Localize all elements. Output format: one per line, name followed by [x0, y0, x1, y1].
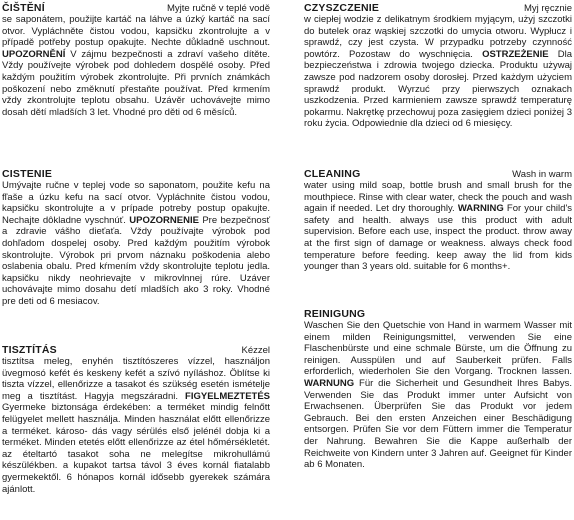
section-heading-line: [2, 2, 270, 14]
section-heading: REINIGUNG: [304, 308, 366, 320]
section-slovak: [2, 168, 270, 308]
section-body: [2, 356, 270, 495]
section-hungarian: [2, 344, 270, 495]
section-body: [2, 14, 270, 118]
body-text-before: water using mild soap, bottle brush and small brush for the mouthpiece. Rinse with clear water, check the pouch and wash again if needed. Let dry thoroughly.: [304, 180, 572, 215]
section-body: [2, 180, 270, 308]
body-text-after: Gyermeke biztonsága érdekében: a terméket mindig felnőtt felügyelet mellett használja. Minden használat előtt ellenőrizze a terméket. károso- dás vagy sérülés első jelénél dobja ki a terméket. Minden etetés előtt ellenőrizze az étel hőmérsékletét. az ételtartó tasakot soha ne melegítse mikrohullámú készülékben. a kupakot tartsa távol 3 éves kornál fiatalabb gyermekektől. 6 hónapos kornál idősebb gyerekek számára ajánlott.: [2, 402, 270, 495]
section-heading: CLEANING: [304, 168, 361, 180]
warning-label: UPOZORNENIE: [129, 214, 199, 226]
section-english: [304, 168, 572, 273]
section-polish: [304, 2, 572, 130]
body-text-before: se saponátem, použijte kartáč na láhve a úzký kartáč na sací otvor. Vypláchněte čistou vodou, kapsičku zkontrolujte a v případě potřeby postup opakujte. Nechte důkladně uschnout.: [2, 14, 270, 49]
section-czech: [2, 2, 270, 118]
section-heading: ČIŠTĚNÍ: [2, 2, 45, 14]
section-heading: TISZTÍTÁS: [2, 344, 57, 356]
section-heading-line: [304, 168, 572, 180]
section-body: [304, 14, 572, 130]
section-heading-aside: Kézzel: [241, 345, 270, 356]
section-heading-aside: Myj ręcznie: [523, 3, 572, 14]
warning-label: UPOZORNĚNÍ: [2, 48, 66, 60]
section-heading-line: [2, 168, 270, 180]
body-text-after: Dla bezpieczeństwa i zdrowia twojego dziecka. Produktu używaj zawsze pod nadzorem osoby dorosłej. Przed każdym użyciem sprawdź produkt. Wyrzuć przy pierwszych oznakach uszkodzenia. Przed karmieniem zawsze sprawdź temperaturę pokarmu. Nakrętkę przechowuj poza zasięgiem dzieci poniżej 3 roku życia. Odpowiednie dla dzieci od 6 miesięcy.: [304, 48, 572, 130]
section-heading: CZYSZCZENIE: [304, 2, 380, 14]
warning-label: WARNING: [457, 203, 504, 215]
warning-label: WARNUNG: [304, 377, 355, 389]
body-text-before: tisztítsa meleg, enyhén tisztítószeres vízzel, használjon üvegmosó kefét és keskeny kefét a szívó nyíláshoz. Öblítse ki tiszta vízzel, ellenőrizze a tasakot és szükség esetén ismételje meg a tisztítást. Hagyja megszáradni.: [2, 356, 270, 402]
body-text-after: For your child's safety and health. always use this product with adult supervision. Before each use, inspect the product. throw away at the first sign of damage or weakness. always check food temperature before feeding. keep away the lid from kids younger than 3 years old. suitable for 6 months+.: [304, 203, 573, 273]
body-text-after: V zájmu bezpečnosti a zdraví vašeho dítěte. Vždy používejte výrobek pod dohledem dospělé osoby. Před každým použitím výrobek zkontrolujte. Při prvních známkách poškození nebo změknutí přestaňte používat. Před krmením vždy zkontrolujte teplotu obsahu. Uzávěr uchovávejte mimo dosah dětí mladších 3 let. Vhodné pro děti od 6 měsíců.: [2, 48, 270, 118]
section-heading-line: [304, 308, 572, 320]
section-heading-aside: Wash in warm: [512, 169, 572, 180]
section-heading-line: [2, 344, 270, 356]
section-heading-line: [304, 2, 572, 14]
warning-label: OSTRZEŻENIE: [482, 48, 549, 60]
section-heading: CISTENIE: [2, 168, 53, 180]
section-german: [304, 308, 572, 471]
body-text-before: Waschen Sie den Quetschie von Hand in warmem Wasser mit einem milden Reinigungsmittel, verwenden Sie eine Flaschenbürste und eine schmale Bürste, um die Öffnung zu reinigen. Ausspülen und auf Sauberkeit prüfen. Falls erforderlich, wiederholen Sie den Vorgang. Trocknen lassen.: [304, 320, 572, 378]
section-body: [304, 320, 572, 471]
body-text-after: Pre bezpečnosť a zdravie vášho dieťaťa. Vždy používajte výrobok pod dohľadom dospelej osoby. Pred každým použitím výrobok skontrolujte. Výrobok pri prvom náznaku poškodenia alebo oslabenia obalu. Pred kŕmením vždy skontrolujte teplotu jedla. kapsičku nikdy neohrievajte v mikrovlnnej rúre. Uzáver uchovávajte mimo dosahu detí mladších ako 3 roky. Vhodné pre deti od 6 mesiacov.: [2, 214, 271, 307]
section-body: [304, 180, 572, 273]
body-text-before: Umývajte ručne v teplej vode so saponatom, použite kefu na fľaše a úzku kefu na sací otvor. Vypláchnite čistou vodou, kapsičku skontrolujte a v prípade potreby postup opakujte. Nechajte dôkladne vyschnúť.: [2, 180, 270, 226]
section-heading-aside: Myjte ručně v teplé vodě: [167, 3, 270, 14]
body-text-after: Für die Sicherheit und Gesundheit Ihres Babys. Verwenden Sie das Produkt immer unter Aufsicht von Erwachsenen. Überprüfen Sie das Produkt vor jedem Gebrauch. Bei den ersten Anzeichen einer Beschädigung entsorgen. Prüfen Sie vor dem Füttern immer die Temperatur der Nahrung. Bewahren Sie die Kappe außerhalb der Reichweite von Kindern unter 3 Jahren auf. Geeignet für Kinder ab 6 Monaten.: [304, 377, 572, 471]
warning-label: FIGYELMEZTETÉS: [185, 390, 271, 402]
body-text-before: w ciepłej wodzie z delikatnym środkiem myjącym, użyj szczotki do butelek oraz wąskiej szczotki do umycia otworu. Wypłucz i sprawdź, czy jest czysta. W przypadku potrzeby czynność powtórz. Pozostaw do wyschnięcia.: [304, 14, 572, 60]
